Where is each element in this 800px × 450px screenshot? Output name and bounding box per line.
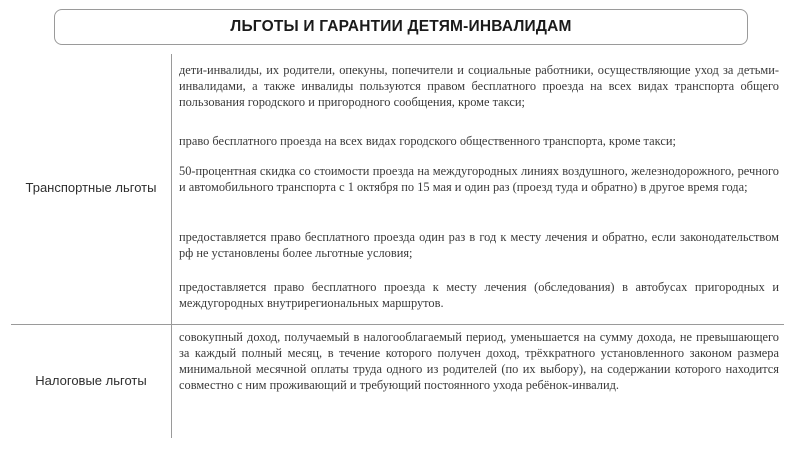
row-divider xyxy=(11,324,784,325)
transport-benefit-item: предоставляется право бесплатного проезда один раз в год к месту лечения и обратно, если законодательством рф не установлены более льготные условия; xyxy=(179,230,779,260)
transport-benefit-item: дети-инвалиды, их родители, опекуны, попечители и социальные работники, осуществляющие уход за детьми-инвалидами, а также инвалиды пользуются правом бесплатного проезда на всех видах транспорта общего пользования городского и пригородного сообщения, кроме такси; xyxy=(179,63,779,109)
transport-benefit-item: предоставляется право бесплатного проезда к месту лечения (обследования) в автобусах пригородных и междугородных внутрирегиональных маршрутов. xyxy=(179,280,779,310)
transport-benefit-item: 50-процентная скидка со стоимости проезда на междугородных линиях воздушного, железнодорожного, речного и автомобильного транспорта с 1 октября по 15 мая и один раз (проезд туда и обратно) в другое время года; xyxy=(179,164,779,194)
row-label-tax: Налоговые льготы xyxy=(35,373,147,388)
tax-benefit-item: совокупный доход, получаемый в налогооблагаемый период, уменьшается на сумму дохода, не превышающего за каждый полный месяц, в течение которого получен доход, трёхкратного установленного законом размера минимальной месячной оплаты труда одного из родителей (по их выбору), на содержании которого находится совместно с ним проживающий и требующий постоянного ухода ребёнок-инвалид. xyxy=(179,330,779,392)
page-title: ЛЬГОТЫ И ГАРАНТИИ ДЕТЯМ-ИНВАЛИДАМ xyxy=(54,9,748,45)
column-divider xyxy=(171,54,172,438)
transport-benefit-item: право бесплатного проезда на всех видах городского общественного транспорта, кроме такси; xyxy=(179,134,676,148)
row-label-transport: Транспортные льготы xyxy=(25,180,157,195)
